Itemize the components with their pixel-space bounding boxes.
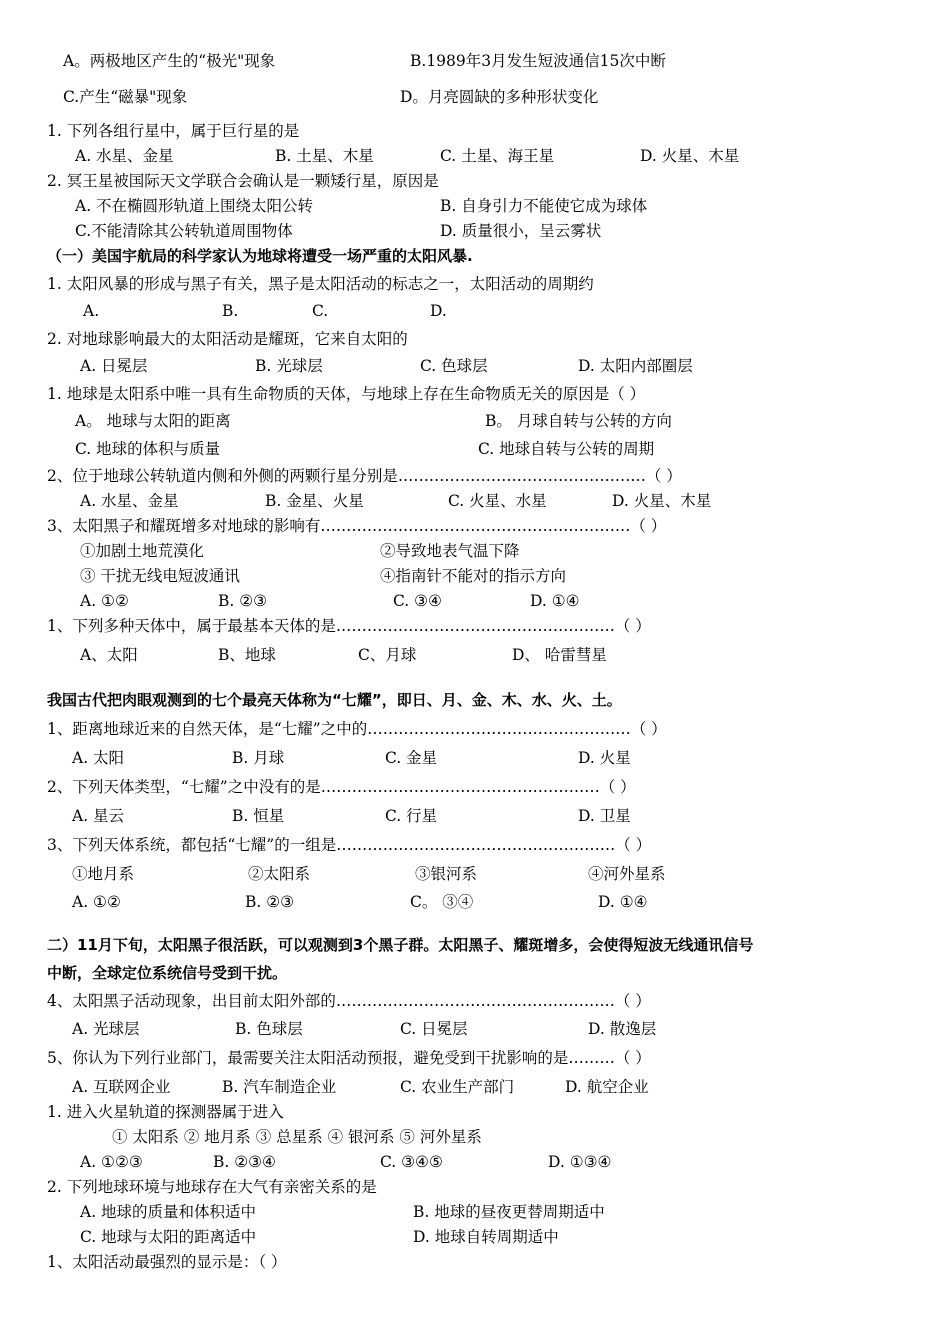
- question-line: D. ①④: [530, 592, 580, 610]
- question-line: B. 土星、木星: [275, 147, 374, 165]
- question-line: D. 航空企业: [565, 1078, 649, 1096]
- question-line: B. ②③: [245, 893, 295, 911]
- question-line: 1、下列多种天体中，属于最基本天体的是………………………………………………（ ）: [47, 617, 651, 635]
- section-heading: 我国古代把肉眼观测到的七个最亮天体称为“七耀”，即日、月、金、木、水、火、土。: [47, 691, 622, 709]
- question-line: C. 地球的体积与质量: [75, 440, 221, 458]
- question-line: B、地球: [218, 646, 276, 664]
- question-line: D. 卫星: [578, 807, 631, 825]
- question-line: C. 火星、水星: [448, 492, 547, 510]
- question-line: B. 光球层: [255, 357, 323, 375]
- question-line: C. 农业生产部门: [400, 1078, 515, 1096]
- question-line: A。两极地区产生的“极光"现象: [63, 52, 276, 70]
- question-line: A、太阳: [80, 646, 138, 664]
- question-line: 3、下列天体系统，都包括“七耀”的一组是………………………………………………（ ）: [47, 836, 652, 854]
- section-heading: 中断，全球定位系统信号受到干扰。: [47, 964, 288, 982]
- question-line: B. ②③④: [213, 1153, 276, 1171]
- question-line: 5、你认为下列行业部门，最需要关注太阳活动预报，避免受到干扰影响的是………（ ）: [47, 1049, 651, 1067]
- section-heading: （一）美国宇航局的科学家认为地球将遭受一场严重的太阳风暴.: [47, 247, 473, 265]
- question-line: D. 地球自转周期适中: [413, 1228, 559, 1246]
- question-line: B. 恒星: [232, 807, 285, 825]
- question-line: 1. 太阳风暴的形成与黑子有关，黑子是太阳活动的标志之一，太阳活动的周期约: [47, 275, 594, 293]
- question-line: A. 星云: [72, 807, 125, 825]
- question-line: C. 金星: [385, 749, 438, 767]
- question-line: ③ 干扰无线电短波通讯: [80, 567, 240, 585]
- question-line: A。 地球与太阳的距离: [75, 412, 231, 430]
- question-line: 2. 下列地球环境与地球存在大气有亲密关系的是: [47, 1178, 377, 1196]
- question-line: ③银河系: [415, 865, 478, 883]
- question-line: B. ②③: [218, 592, 268, 610]
- question-line: A. 地球的质量和体积适中: [80, 1203, 257, 1221]
- question-line: A. 水星、金星: [75, 147, 174, 165]
- question-line: A. 互联网企业: [72, 1078, 171, 1096]
- question-line: C. 日冕层: [400, 1020, 468, 1038]
- question-line: C. 色球层: [420, 357, 488, 375]
- question-line: C、月球: [358, 646, 417, 664]
- question-line: 2、下列天体类型，“七耀”之中没有的是………………………………………………（ ）: [47, 778, 636, 796]
- question-line: C. ③④: [393, 592, 442, 610]
- question-line: D. 质量很小，呈云雾状: [440, 222, 602, 240]
- question-line: 1. 地球是太阳系中唯一具有生命物质的天体，与地球上存在生命物质无关的原因是（ ）: [47, 385, 646, 403]
- question-line: ① 太阳系 ② 地月系 ③ 总星系 ④ 银河系 ⑤ 河外星系: [112, 1128, 482, 1146]
- question-line: B. 地球的昼夜更替周期适中: [413, 1203, 605, 1221]
- question-line: C. 地球自转与公转的周期: [478, 440, 655, 458]
- question-line: C。 ③④: [410, 893, 474, 911]
- question-line: A. ①②: [80, 592, 129, 610]
- question-line: ④指南针不能对的指示方向: [380, 567, 567, 585]
- question-line: B。 月球自转与公转的方向: [485, 412, 672, 430]
- question-line: C. 行星: [385, 807, 438, 825]
- question-line: ②太阳系: [248, 865, 311, 883]
- section-heading: 二）11月下旬，太阳黑子很活跃，可以观测到3个黑子群。太阳黑子、耀斑增多，会使得短波无线通讯信号: [47, 936, 754, 954]
- question-line: A. 光球层: [72, 1020, 140, 1038]
- question-line: ②导致地表气温下降: [380, 542, 520, 560]
- question-line: D. 火星: [578, 749, 631, 767]
- question-line: B. 月球: [232, 749, 285, 767]
- question-line: 2. 冥王星被国际天文学联合会确认是一颗矮行星，原因是: [47, 172, 439, 190]
- question-line: 3、太阳黑子和耀斑增多对地球的影响有……………………………………………………（ ）: [47, 517, 667, 535]
- question-line: 4、太阳黑子活动现象，出目前太阳外部的………………………………………………（ ）: [47, 992, 651, 1010]
- question-line: D. 太阳内部圈层: [578, 357, 693, 375]
- question-line: B. 色球层: [235, 1020, 303, 1038]
- question-line: C. ③④⑤: [380, 1153, 443, 1171]
- question-line: 2. 对地球影响最大的太阳活动是耀斑，它来自太阳的: [47, 330, 408, 348]
- question-line: A. 太阳: [72, 749, 125, 767]
- question-line: C. 地球与太阳的距离适中: [80, 1228, 257, 1246]
- question-line: ①加剧土地荒漠化: [80, 542, 205, 560]
- question-line: D. ①③④: [548, 1153, 612, 1171]
- question-line: 1、距离地球近来的自然天体，是“七耀”之中的……………………………………………（ ）: [47, 720, 667, 738]
- question-line: B. 自身引力不能使它成为球体: [440, 197, 648, 215]
- question-line: B. 汽车制造企业: [222, 1078, 337, 1096]
- question-line: D. 火星、木星: [612, 492, 712, 510]
- question-line: A. 不在椭圆形轨道上围绕太阳公转: [75, 197, 314, 215]
- question-line: D. 火星、木星: [640, 147, 740, 165]
- question-line: B.1989年3月发生短波通信15次中断: [410, 52, 666, 70]
- question-line: A. ①②③: [80, 1153, 143, 1171]
- question-line: D。月亮圆缺的多种形状变化: [400, 88, 599, 106]
- question-line: C.产生“磁暴"现象: [63, 88, 188, 106]
- question-line: A. 水星、金星: [80, 492, 179, 510]
- question-line: D、 哈雷彗星: [512, 646, 607, 664]
- question-line: A. 日冕层: [80, 357, 148, 375]
- question-line: C. 土星、海王星: [440, 147, 555, 165]
- question-line: C.: [312, 302, 329, 320]
- question-line: B.: [222, 302, 239, 320]
- question-line: 1、太阳活动最强烈的显示是：（ ）: [47, 1253, 287, 1271]
- question-line: B. 金星、火星: [265, 492, 364, 510]
- question-line: C.不能清除其公转轨道周围物体: [75, 222, 293, 240]
- question-line: D. ①④: [598, 893, 648, 911]
- question-line: A.: [83, 302, 100, 320]
- question-line: A. ①②: [72, 893, 121, 911]
- question-line: ④河外星系: [588, 865, 666, 883]
- question-line: ①地月系: [72, 865, 135, 883]
- question-line: D.: [430, 302, 447, 320]
- question-line: 1. 进入火星轨道的探测器属于进入: [47, 1103, 284, 1121]
- question-line: 1. 下列各组行星中，属于巨行星的是: [47, 122, 300, 140]
- question-line: 2、位于地球公转轨道内侧和外侧的两颗行星分别是…………………………………………（ ）: [47, 467, 682, 485]
- question-line: D. 散逸层: [588, 1020, 657, 1038]
